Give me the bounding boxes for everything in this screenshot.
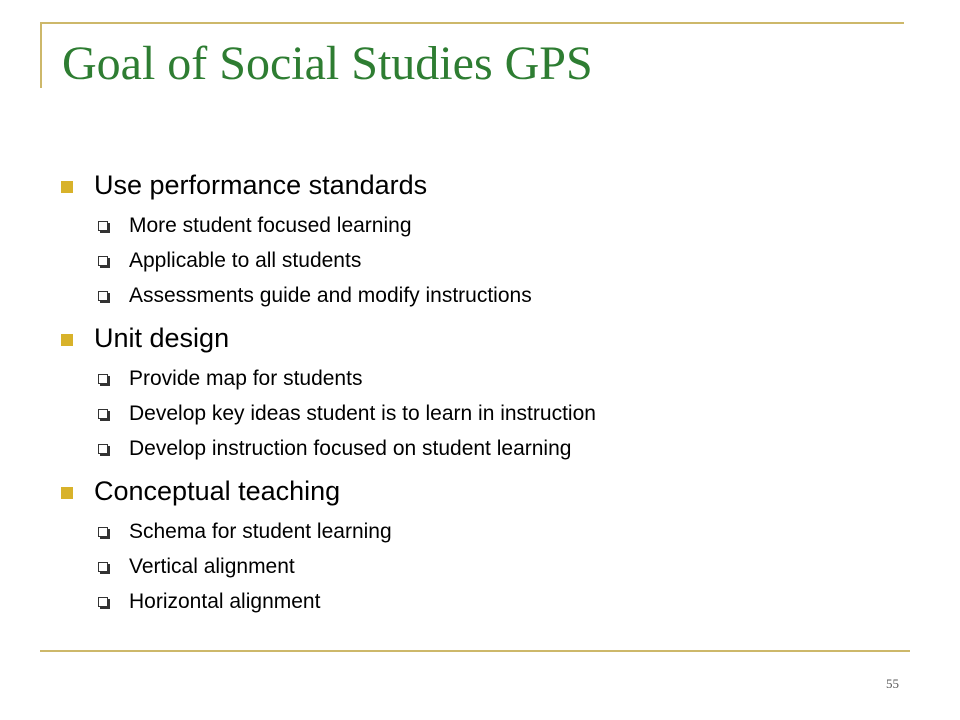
slide-title: Goal of Social Studies GPS — [62, 37, 593, 90]
hollow-square-bullet-icon — [98, 409, 108, 419]
bullet-level2 — [58, 514, 918, 549]
bottom-rule — [40, 650, 910, 652]
bullet-level2 — [58, 278, 918, 313]
bullet-level1 — [58, 166, 918, 204]
bullet-level1 — [58, 319, 918, 357]
hollow-square-bullet-icon — [98, 527, 108, 537]
left-rule — [40, 22, 42, 88]
bullet-text: Schema for student learning — [129, 520, 392, 543]
sub-bullet-list — [58, 361, 918, 466]
bullet-level2 — [58, 549, 918, 584]
bullet-level1 — [58, 472, 918, 510]
hollow-square-bullet-icon — [98, 221, 108, 231]
bullet-level2 — [58, 431, 918, 466]
hollow-square-bullet-icon — [98, 374, 108, 384]
bullet-level2 — [58, 208, 918, 243]
sub-bullet-list — [58, 514, 918, 619]
page-number: 55 — [886, 676, 899, 691]
hollow-square-bullet-icon — [98, 597, 108, 607]
hollow-square-bullet-icon — [98, 256, 108, 266]
bullet-text: Provide map for students — [129, 367, 363, 390]
bullet-level2 — [58, 243, 918, 278]
bullet-heading: Use performance standards — [94, 170, 428, 200]
hollow-square-bullet-icon — [98, 444, 108, 454]
bullet-level2 — [58, 361, 918, 396]
bullet-text: Vertical alignment — [129, 555, 295, 578]
hollow-square-bullet-icon — [98, 291, 108, 301]
square-bullet-icon — [61, 181, 73, 193]
bullet-text: Develop instruction focused on student learning — [129, 437, 572, 460]
bullet-level2 — [58, 396, 918, 431]
square-bullet-icon — [61, 334, 73, 346]
top-rule — [40, 22, 904, 24]
bullet-heading: Conceptual teaching — [94, 476, 341, 506]
hollow-square-bullet-icon — [98, 562, 108, 572]
section-performance-standards — [58, 166, 918, 313]
bullet-content — [58, 166, 918, 625]
bullet-text: Assessments guide and modify instructions — [129, 284, 532, 307]
bullet-text: Horizontal alignment — [129, 590, 321, 613]
section-unit-design — [58, 319, 918, 466]
bullet-text: Develop key ideas student is to learn in instruction — [129, 402, 596, 425]
square-bullet-icon — [61, 487, 73, 499]
bullet-heading: Unit design — [94, 323, 230, 353]
bullet-level2 — [58, 584, 918, 619]
bullet-text: More student focused learning — [129, 214, 412, 237]
section-conceptual-teaching — [58, 472, 918, 619]
bullet-text: Applicable to all students — [129, 249, 362, 272]
sub-bullet-list — [58, 208, 918, 313]
